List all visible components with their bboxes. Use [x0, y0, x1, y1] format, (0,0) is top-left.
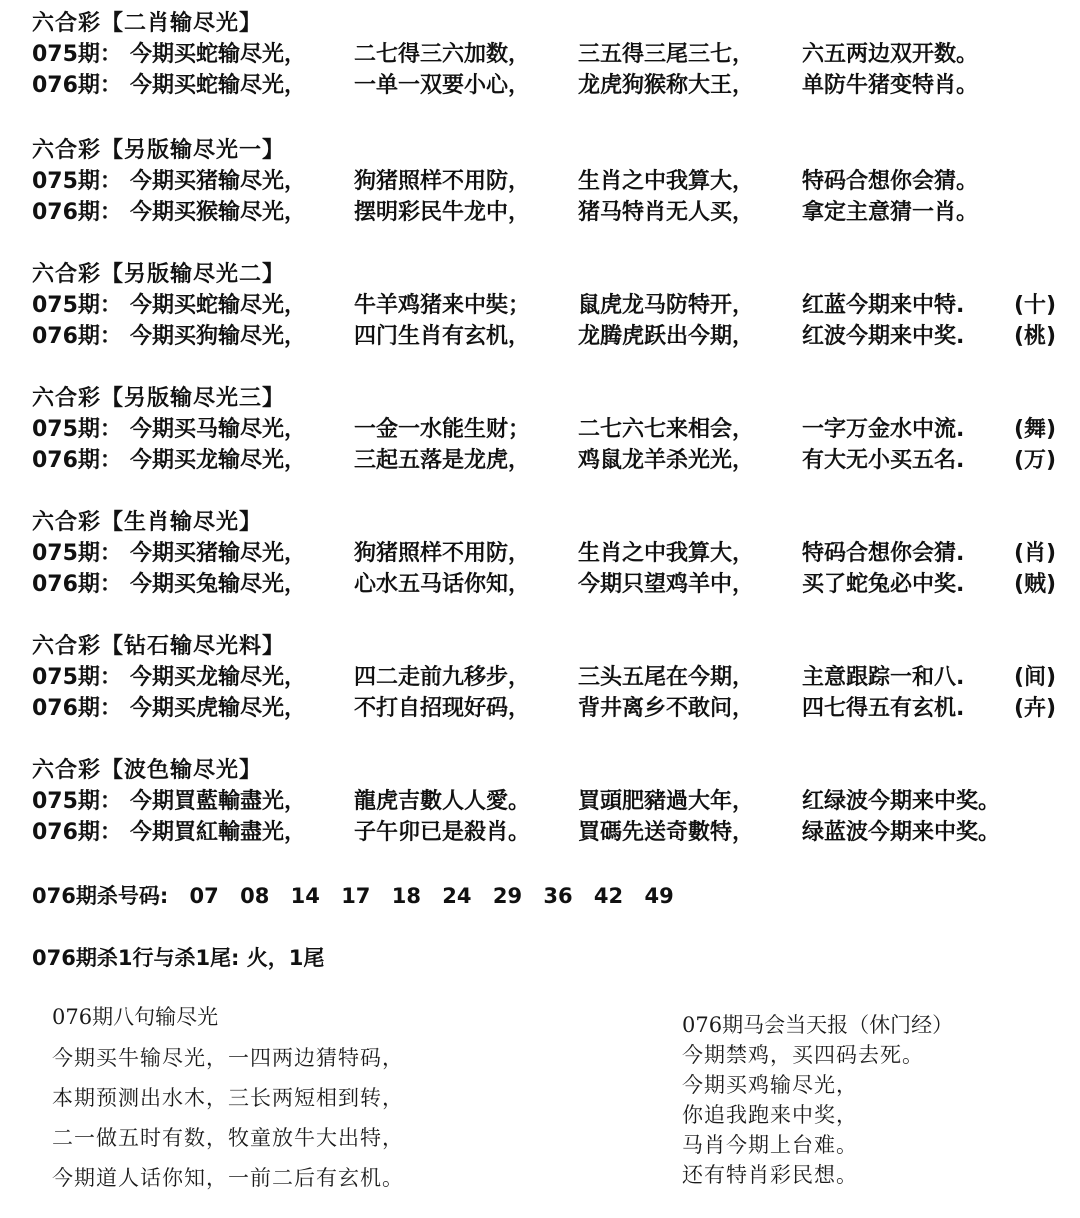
period-label: 076期：	[32, 200, 122, 225]
poem-line: 今期买鸡输尽光，	[682, 1073, 858, 1097]
kill-number: 14	[290, 884, 320, 908]
verse-row	[32, 197, 1072, 228]
poem-title: 076期八句输尽光	[52, 1005, 219, 1029]
period-label: 076期：	[32, 324, 122, 349]
verse-phrase: 今期买蛇输尽光，	[130, 293, 307, 318]
section-alt-edition-one	[32, 135, 1072, 228]
verse-phrase: 四二走前九移步，	[354, 665, 531, 690]
verse-phrase: 心水五马话你知，	[354, 572, 531, 597]
hint-character: (舞)	[1014, 417, 1057, 442]
verse-phrase: 今期买猴输尽光，	[130, 200, 307, 225]
verse-row	[32, 290, 1072, 321]
poem-title: 076期马会当天报（休门经）	[682, 1013, 954, 1037]
verse-row	[32, 166, 1072, 197]
verse-phrase: 狗猪照样不用防，	[354, 541, 531, 566]
period-label: 076期：	[32, 572, 122, 597]
verse-phrase: 红绿波今期来中奖。	[802, 789, 1001, 814]
verse-phrase: 龙腾虎跃出今期，	[578, 324, 755, 349]
verse-phrase: 买了蛇兔必中奖.	[802, 572, 965, 597]
verse-row	[32, 569, 1072, 600]
poem-line: 二一做五时有数，牧童放牛大出特，	[52, 1126, 404, 1150]
verse-phrase: 今期买蛇输尽光，	[130, 73, 307, 98]
verse-row	[32, 445, 1072, 476]
verse-phrase: 今期买龙输尽光，	[130, 665, 307, 690]
kill-number: 08	[240, 884, 270, 908]
period-label: 075期：	[32, 293, 122, 318]
verse-phrase: 狗猪照样不用防，	[354, 169, 531, 194]
period-label: 075期：	[32, 665, 122, 690]
verse-phrase: 四门生肖有玄机，	[354, 324, 531, 349]
hint-character: (肖)	[1014, 541, 1057, 566]
verse-phrase: 红蓝今期来中特.	[802, 293, 965, 318]
poem-line: 你追我跑来中奖，	[682, 1103, 858, 1127]
period-label: 076期：	[32, 820, 122, 845]
verse-phrase: 今期買紅輸盡光，	[130, 820, 307, 845]
verse-phrase: 今期只望鸡羊中，	[578, 572, 755, 597]
verse-phrase: 六五两边双开数。	[802, 42, 979, 67]
section-wave-color	[32, 755, 1072, 848]
period-label: 075期：	[32, 417, 122, 442]
period-label: 075期：	[32, 42, 122, 67]
kill-number: 49	[644, 884, 674, 908]
section-title: 六合彩【钻石输尽光料】	[32, 634, 286, 659]
verse-phrase: 二七六七来相会，	[578, 417, 755, 442]
section-title: 六合彩【另版输尽光二】	[32, 262, 286, 287]
kill-element-text: 076期杀1行与杀1尾: 火，1尾	[32, 946, 325, 970]
verse-phrase: 单防牛猪变特肖。	[802, 73, 979, 98]
verse-row	[32, 70, 1072, 101]
verse-phrase: 今期買藍輸盡光，	[130, 789, 307, 814]
hint-character: (间)	[1014, 665, 1057, 690]
verse-phrase: 生肖之中我算大，	[578, 169, 755, 194]
section-title: 六合彩【另版输尽光三】	[32, 386, 286, 411]
hint-character: (十)	[1014, 293, 1057, 318]
kill-number: 17	[341, 884, 371, 908]
daily-report-poem	[682, 1010, 953, 1190]
verse-row	[32, 693, 1072, 724]
verse-phrase: 今期买马输尽光，	[130, 417, 307, 442]
verse-phrase: 四七得五有玄机.	[802, 696, 965, 721]
poem-line: 今期禁鸡，买四码去死。	[682, 1043, 924, 1067]
kill-number: 36	[543, 884, 573, 908]
kill-numbers-list	[176, 884, 674, 908]
verse-phrase: 背井离乡不敢问，	[578, 696, 755, 721]
period-label: 075期：	[32, 789, 122, 814]
kill-number: 18	[391, 884, 421, 908]
period-label: 076期：	[32, 696, 122, 721]
verse-phrase: 绿蓝波今期来中奖。	[802, 820, 1001, 845]
period-label: 076期：	[32, 73, 122, 98]
hint-character: (贼)	[1014, 572, 1057, 597]
verse-phrase: 二七得三六加数，	[354, 42, 531, 67]
verse-row	[32, 786, 1072, 817]
verse-phrase: 特码合想你会猜.	[802, 541, 965, 566]
verse-phrase: 今期买龙输尽光，	[130, 448, 307, 473]
hint-character: (万)	[1014, 448, 1057, 473]
verse-phrase: 一字万金水中流.	[802, 417, 965, 442]
verse-phrase: 生肖之中我算大，	[578, 541, 755, 566]
eight-line-poem	[52, 1000, 404, 1198]
section-zodiac	[32, 507, 1072, 600]
hint-character: (卉)	[1014, 696, 1057, 721]
verse-phrase: 今期买猪输尽光，	[130, 169, 307, 194]
verse-phrase: 三头五尾在今期，	[578, 665, 755, 690]
poem-line: 还有特肖彩民想。	[682, 1163, 858, 1187]
verse-phrase: 有大无小买五名.	[802, 448, 965, 473]
verse-row	[32, 414, 1072, 445]
poem-line: 今期道人话你知，一前二后有玄机。	[52, 1166, 404, 1190]
verse-phrase: 摆明彩民牛龙中，	[354, 200, 531, 225]
verse-phrase: 猪马特肖无人买，	[578, 200, 755, 225]
verse-phrase: 龙虎狗猴称大王，	[578, 73, 755, 98]
hint-character: (桃)	[1014, 324, 1057, 349]
verse-phrase: 今期买虎输尽光，	[130, 696, 307, 721]
section-title: 六合彩【二肖输尽光】	[32, 11, 263, 36]
verse-phrase: 三起五落是龙虎，	[354, 448, 531, 473]
verse-row	[32, 662, 1072, 693]
verse-phrase: 拿定主意猜一肖。	[802, 200, 979, 225]
verse-phrase: 今期买蛇输尽光，	[130, 42, 307, 67]
verse-phrase: 三五得三尾三七，	[578, 42, 755, 67]
verse-phrase: 一单一双要小心，	[354, 73, 531, 98]
verse-row	[32, 817, 1072, 848]
verse-phrase: 主意跟踪一和八.	[802, 665, 965, 690]
section-diamond	[32, 631, 1072, 724]
verse-phrase: 今期买兔输尽光，	[130, 572, 307, 597]
verse-phrase: 龍虎吉數人人愛。	[354, 789, 531, 814]
verse-phrase: 牛羊鸡猪来中奘；	[354, 293, 531, 318]
verse-phrase: 红波今期来中奖.	[802, 324, 965, 349]
poem-line: 今期买牛输尽光，一四两边猜特码，	[52, 1046, 404, 1070]
verse-phrase: 買頭肥豬過大年，	[578, 789, 755, 814]
poem-line: 本期预测出水木，三长两短相到转，	[52, 1086, 404, 1110]
verse-row	[32, 39, 1072, 70]
kill-numbers-label: 076期杀号码:	[32, 884, 169, 908]
verse-phrase: 特码合想你会猜。	[802, 169, 979, 194]
verse-phrase: 今期买狗输尽光，	[130, 324, 307, 349]
kill-number: 07	[189, 884, 219, 908]
section-title: 六合彩【生肖输尽光】	[32, 510, 263, 535]
verse-phrase: 不打自招现好码，	[354, 696, 531, 721]
verse-phrase: 今期买猪输尽光，	[130, 541, 307, 566]
kill-numbers-line	[32, 880, 674, 910]
section-title: 六合彩【波色输尽光】	[32, 758, 263, 783]
section-alt-edition-three	[32, 383, 1072, 476]
kill-number: 24	[442, 884, 472, 908]
verse-row	[32, 538, 1072, 569]
section-two-zodiac	[32, 8, 1072, 101]
period-label: 075期：	[32, 541, 122, 566]
kill-element-line	[32, 942, 324, 972]
poem-line: 马肖今期上台难。	[682, 1133, 858, 1157]
kill-number: 29	[492, 884, 523, 908]
section-title: 六合彩【另版输尽光一】	[32, 138, 286, 163]
verse-phrase: 買碼先送奇數特，	[578, 820, 755, 845]
verse-phrase: 鼠虎龙马防特开，	[578, 293, 755, 318]
kill-number: 42	[593, 884, 624, 908]
period-label: 076期：	[32, 448, 122, 473]
verse-phrase: 一金一水能生财；	[354, 417, 531, 442]
verse-phrase: 子午卯已是殺肖。	[354, 820, 531, 845]
verse-phrase: 鸡鼠龙羊杀光光，	[578, 448, 755, 473]
section-alt-edition-two	[32, 259, 1072, 352]
period-label: 075期：	[32, 169, 122, 194]
verse-row	[32, 321, 1072, 352]
